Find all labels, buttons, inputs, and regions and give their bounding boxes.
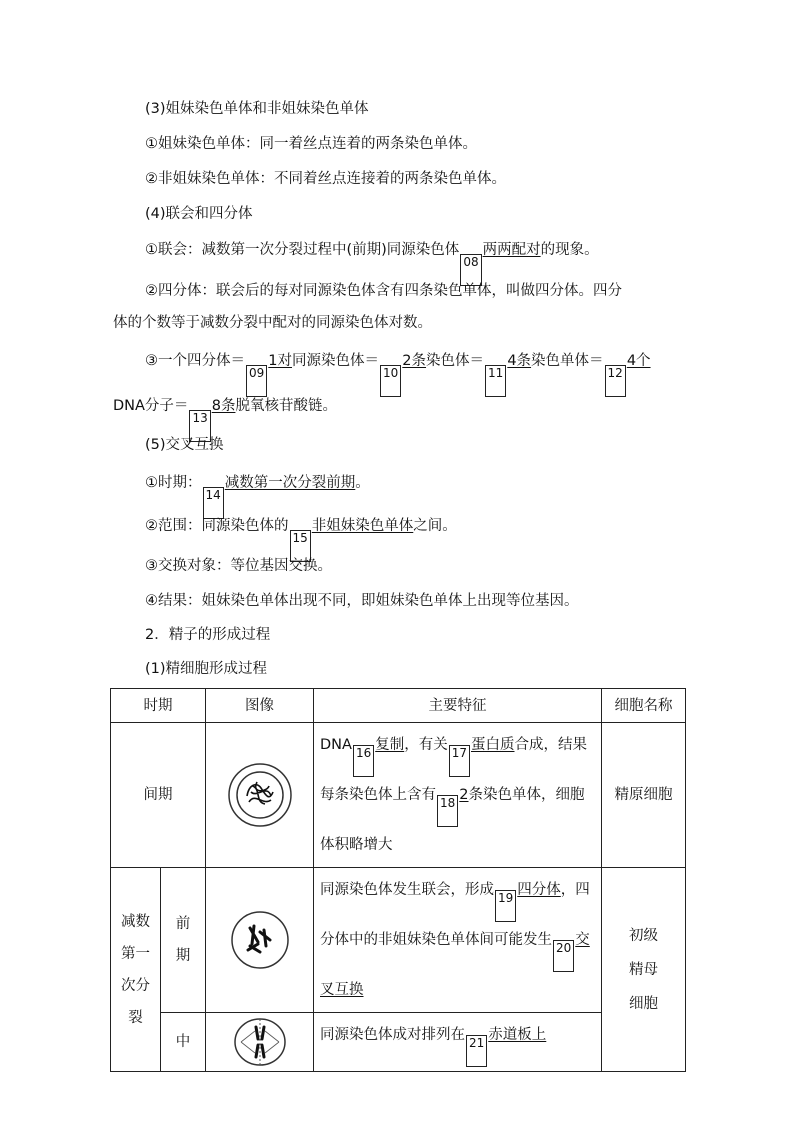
blank-number-14: 14 [203,487,224,519]
text-crossing-object: ③交换对象：等位基因交换。 [145,558,332,574]
cell-interphase-image [206,723,314,868]
blank-number-19: 19 [495,890,516,922]
blank-number-09: 09 [246,365,267,397]
cell-metaphase-image [206,1013,314,1072]
text-synapsis: ①联会：减数第一次分裂过程中(前期)同源染色体08两两配对的现象。 [145,240,599,286]
answer-09: 1对 [268,353,293,369]
answer-18: 2 [459,787,469,803]
text-crossing-time: ①时期：14减数第一次分裂前期。 [145,473,370,519]
heading-sperm-cell-process: (1)精细胞形成过程 [145,661,268,677]
header-image: 图像 [206,689,314,723]
header-features: 主要特征 [314,689,602,723]
answer-14: 减数第一次分裂前期 [224,475,356,491]
answer-17: 蛋白质 [471,737,515,753]
answer-13: 8条 [211,398,236,414]
blank-number-13: 13 [189,410,210,442]
blank-number-18: 18 [437,795,458,827]
answer-10: 2条 [402,353,427,369]
blank-number-16: 16 [353,745,374,777]
text-crossing-result: ④结果：姐妹染色单体出现不同，即姐妹染色单体上出现等位基因。 [145,593,579,609]
answer-08: 两两配对 [482,242,541,258]
cell-meiosis-1: 减数 第一 次分 裂 [111,868,161,1072]
blank-number-11: 11 [485,365,506,397]
blank-number-17: 17 [449,745,470,777]
cell-metaphase-features: 同源染色体成对排列在 21 赤道板上 [314,1013,602,1072]
prophase-cell-icon [230,910,290,970]
text-crossing-range: ②范围：同源染色体的15非姐妹染色单体之间。 [145,516,457,562]
text-nonsister-chromatid-def: ②非姐妹染色单体：不同着丝点连接着的两条染色单体。 [145,171,506,187]
text-dna-equation: DNA分子＝138条脱氧核苷酸链。 [113,396,337,442]
heading-sister-chromatids: (3)姐妹染色单体和非姐妹染色单体 [145,101,369,117]
interphase-cell-icon [227,762,293,828]
text-tetrad-def-2: 体的个数等于减数分裂中配对的同源染色体对数。 [113,315,432,331]
cell-interphase-features: DNA 16 复制，有关 17 蛋白质合成，结果每条染色体上含有 18 2条染色单体，细胞体积略增大 [314,723,602,868]
cell-metaphase: 中 [161,1013,206,1072]
heading-crossing-over: (5)交叉互换 [145,437,224,453]
heading-synapsis-tetrad: (4)联会和四分体 [145,206,253,222]
sperm-formation-table [110,688,686,1072]
metaphase-cell-icon [233,1017,287,1067]
answer-11: 4条 [507,353,532,369]
answer-19: 四分体 [517,882,561,898]
heading-sperm-formation: 2．精子的形成过程 [145,627,271,643]
answer-16: 复制 [375,737,405,753]
text-tetrad-equation: ③一个四分体＝091对同源染色体＝102条染色体＝114条染色单体＝124个 [145,351,651,397]
text-sister-chromatid-def: ①姐妹染色单体：同一着丝点连着的两条染色单体。 [145,136,477,152]
answer-12: 4个 [626,353,651,369]
text-tetrad-def-1: ②四分体：联会后的每对同源染色体含有四条染色单体，叫做四分体。四分 [145,283,622,299]
answer-20: 交叉互换 [320,932,590,998]
blank-number-10: 10 [380,365,401,397]
blank-number-21: 21 [466,1035,487,1067]
cell-spermatogonium: 精原细胞 [602,723,686,868]
blank-number-15: 15 [290,530,311,562]
header-period: 时期 [111,689,206,723]
answer-15: 非姐妹染色单体 [311,518,414,534]
header-cell-name: 细胞名称 [602,689,686,723]
cell-prophase-features: 同源染色体发生联会，形成 19 四分体，四分体中的非姐妹染色单体间可能发生 20 交叉互换 [314,868,602,1013]
cell-prophase: 前 期 [161,868,206,1013]
blank-number-20: 20 [553,940,574,972]
blank-number-08: 08 [460,254,481,286]
cell-primary-spermatocyte: 初级 精母 细胞 [602,868,686,1072]
blank-number-12: 12 [605,365,626,397]
answer-21: 赤道板上 [488,1027,547,1043]
cell-interphase: 间期 [111,723,206,868]
cell-prophase-image [206,868,314,1013]
